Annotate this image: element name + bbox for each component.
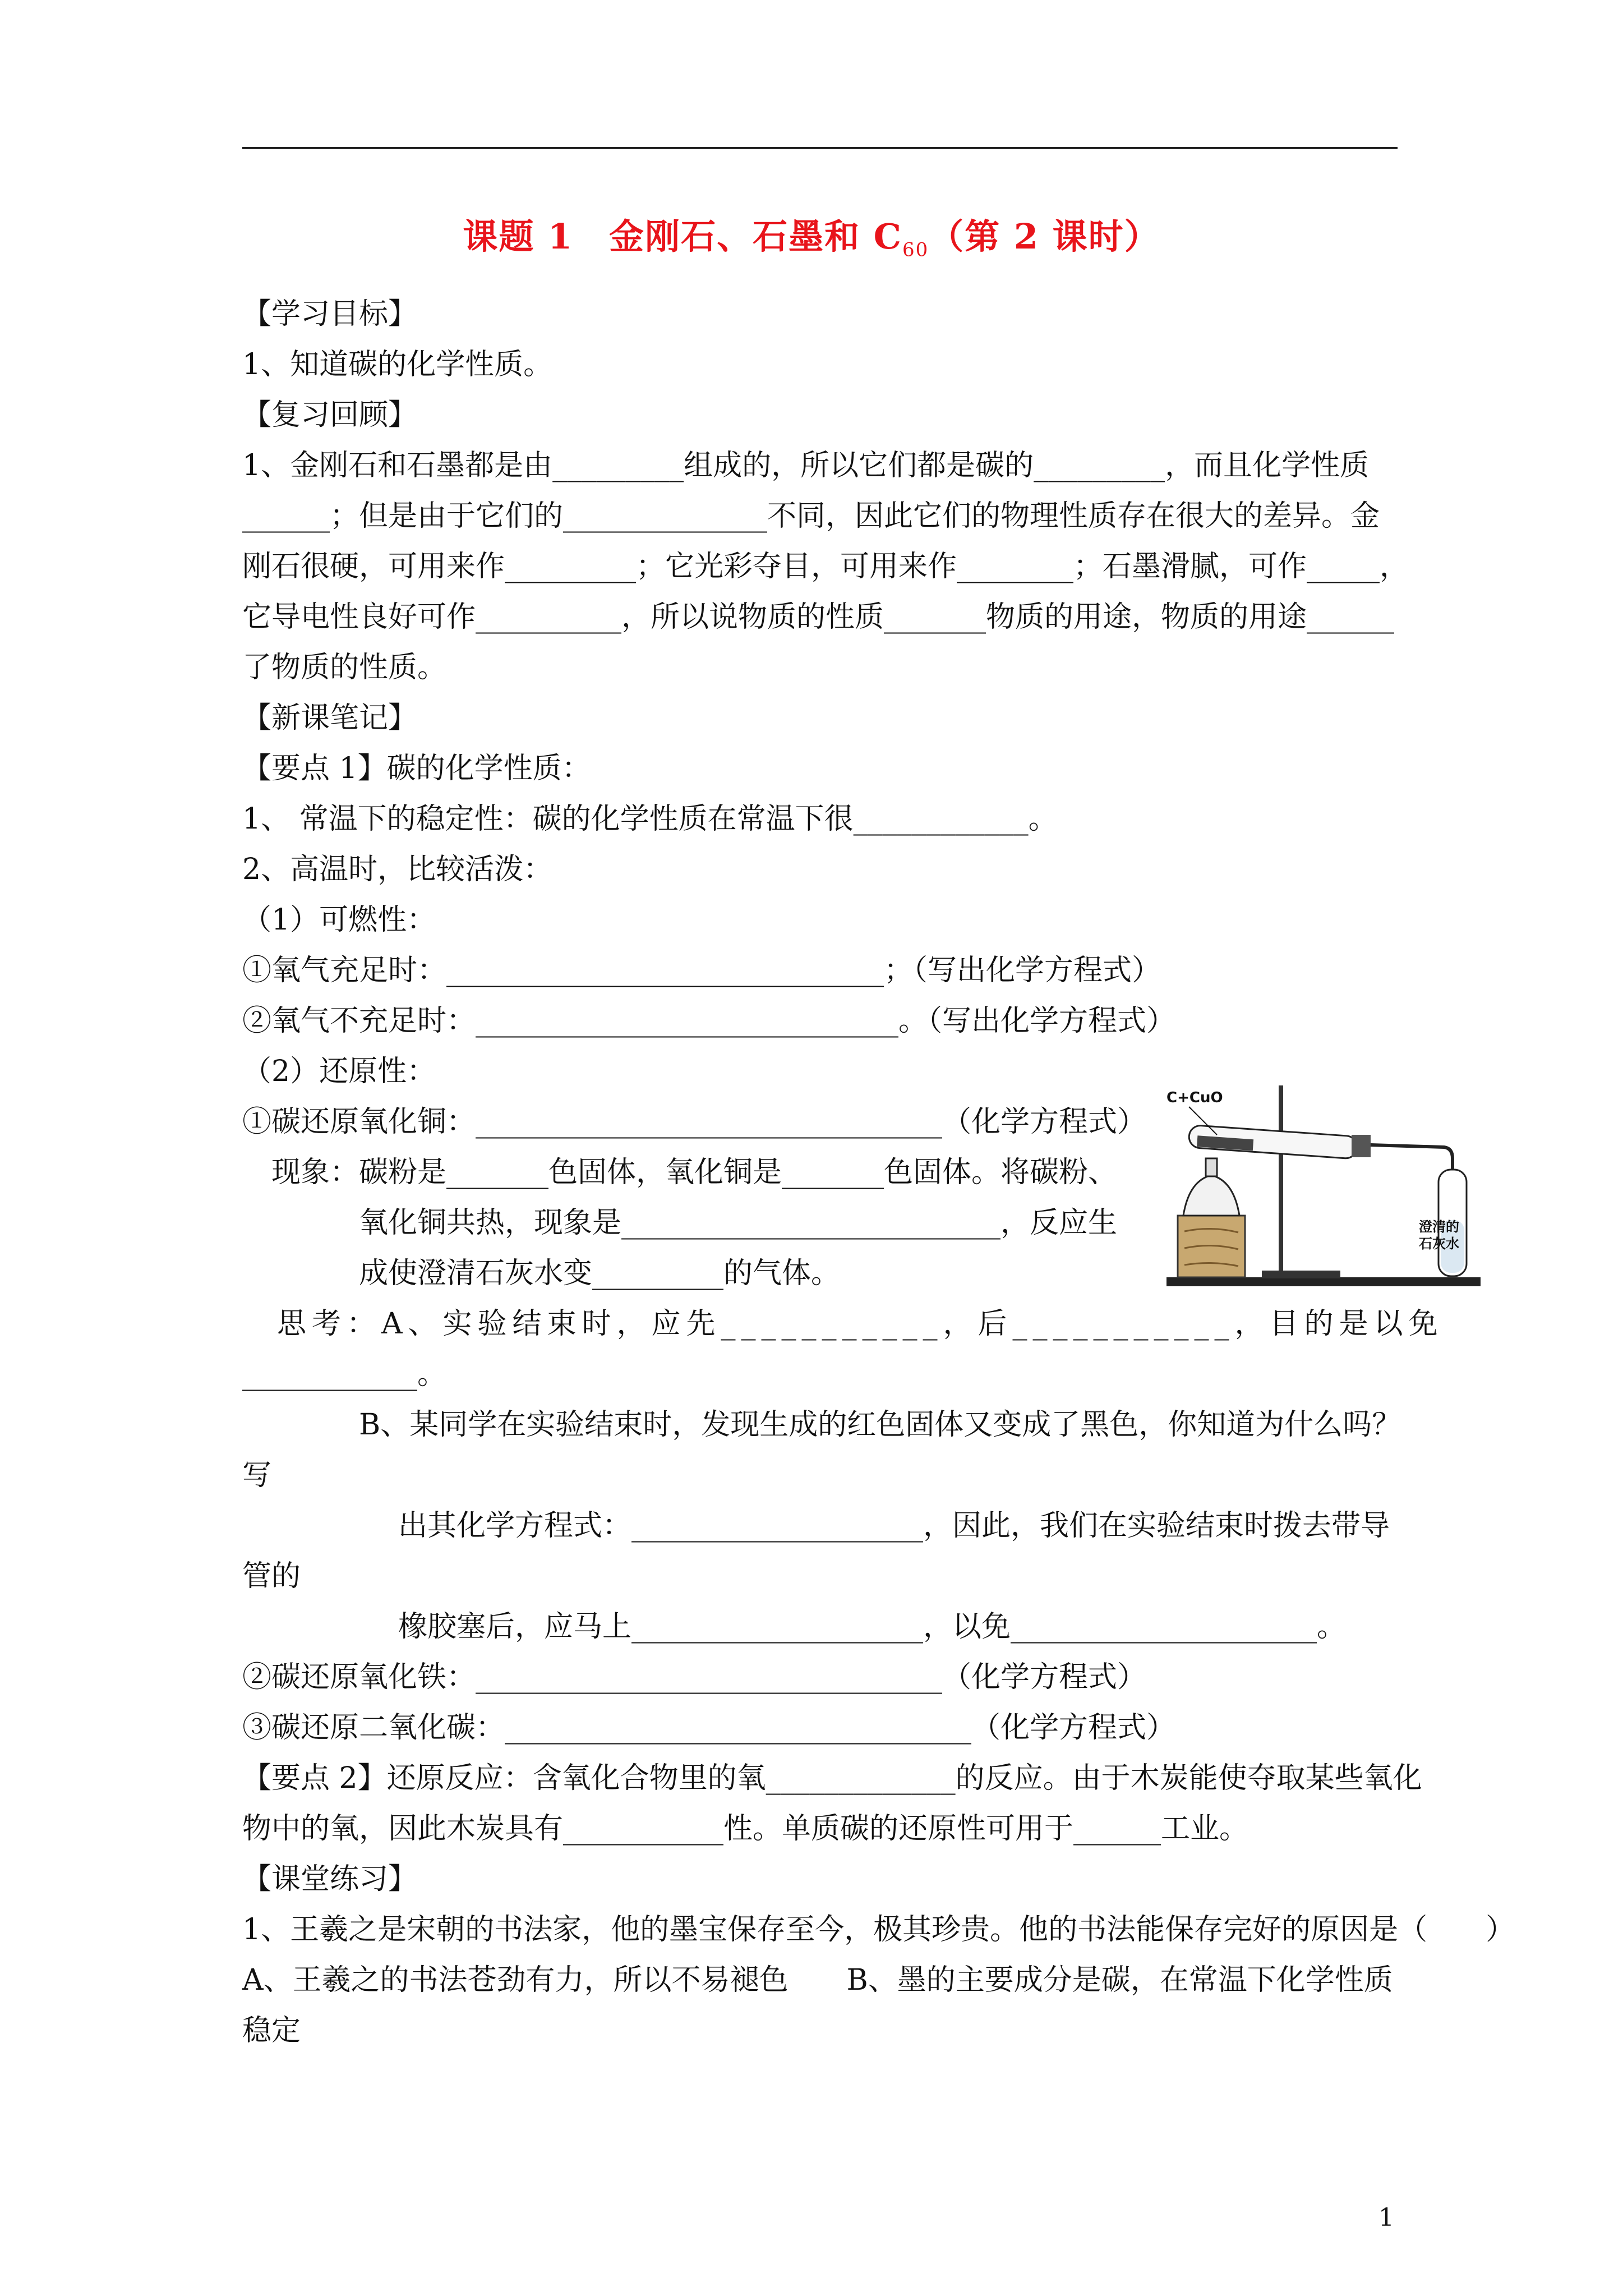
text-line: B、某同学在实验结束时，发现生成的红色固体又变成了黑色，你知道为什么吗？ [359,1408,1401,1442]
text-line: （2）还原性： [242,1055,436,1088]
text-line: 1、知道碳的化学性质。 [242,348,553,381]
alcohol-lamp [1183,1175,1239,1216]
text-line: 它导电性良好可作__________，所以说物质的性质_______物质的用途，物质的用途______ [242,600,1395,634]
figure-label-limewater-2: 石灰水 [1419,1236,1459,1251]
text-line: 思考：A、实验结束时，应先___________，后___________，目的是以免 [242,1307,1444,1341]
text-line: 【要点 2】还原反应：含氧化合物里的氧_____________的反应。由于木炭能使夺取某些氧化 [242,1761,1422,1795]
figure-label-limewater-1: 澄清的 [1419,1219,1459,1235]
text-line: ②碳还原氧化铁：________________________________（化学方程式） [242,1660,1147,1694]
text-line: 氧化铜共热，现象是__________________________，反应生 [359,1206,1118,1240]
stand-rod [1279,1085,1283,1277]
title-main: 课题 1 金刚石、石墨和 C [463,216,903,257]
page-number: 1 [1378,2203,1394,2232]
text-line: 物中的氧，因此木炭具有___________性。单质碳的还原性可用于______工业。 [242,1812,1249,1846]
text-line: 刚石很硬，可用来作_________；它光彩夺目，可用来作________；石墨滑腻，可作_____， [242,550,1409,583]
base-board [1166,1277,1481,1286]
text-line: 出其化学方程式：____________________，因此，我们在实验结束时拨去带导 [398,1509,1390,1543]
title-subscript: 60 [902,238,929,261]
question-text: 1、王羲之是宋朝的书法家，他的墨宝保存至今，极其珍贵。他的书法能保存完好的原因是（ ） [242,1913,1515,1947]
text-line: 了物质的性质。 [242,651,447,684]
figure-label-reagents: C+CuO [1166,1089,1223,1106]
text-line: 2、高温时，比较活泼： [242,853,553,886]
text-line: 管的 [242,1559,301,1593]
text-line: （1）可燃性： [242,903,436,937]
text-line: ③碳还原二氧化碳：________________________________（化学方程式） [242,1711,1176,1745]
section-heading: 【复习回顾】 [242,398,418,432]
answer-option: A、王羲之的书法苍劲有力，所以不易褪色 B、墨的主要成分是碳，在常温下化学性质 [242,1963,1393,1997]
rubber-stopper [1352,1135,1371,1157]
text-line: ②氧气不充足时：_____________________________。（写出化学方程式） [242,1004,1176,1038]
text-line: ①氧气充足时：______________________________；（写出化学方程式） [242,954,1161,987]
text-line: 成使澄清石灰水变_________的气体。 [359,1257,841,1290]
title-tail: （第 2 课时） [929,216,1160,257]
page-title [0,209,1623,261]
text-line: ____________。 [242,1358,447,1391]
section-heading: 【学习目标】 [242,297,418,331]
text-line: 【要点 1】碳的化学性质： [242,752,591,785]
apparatus-figure [1155,1069,1492,1310]
header-rule [242,147,1398,149]
text-line: 橡胶塞后，应马上____________________，以免_____________________。 [398,1610,1347,1644]
text-line: 1、 常温下的稳定性：碳的化学性质在常温下很____________。 [242,802,1058,836]
text-line: 1、金刚石和石墨都是由_________组成的，所以它们都是碳的_________，而且化学性质 [242,449,1370,482]
answer-option: 稳定 [242,2014,301,2047]
text-line: 写 [242,1458,272,1492]
section-heading: 【新课笔记】 [242,701,418,735]
text-line: ①碳还原氧化铜：________________________________（化学方程式） [242,1105,1147,1139]
section-heading: 【课堂练习】 [242,1862,418,1896]
text-line: 现象：碳粉是_______色固体，氧化铜是_______色固体。将碳粉、 [242,1156,1118,1189]
text-line: ______；但是由于它们的______________不同，因此它们的物理性质存在很大的差异。金 [242,499,1380,533]
